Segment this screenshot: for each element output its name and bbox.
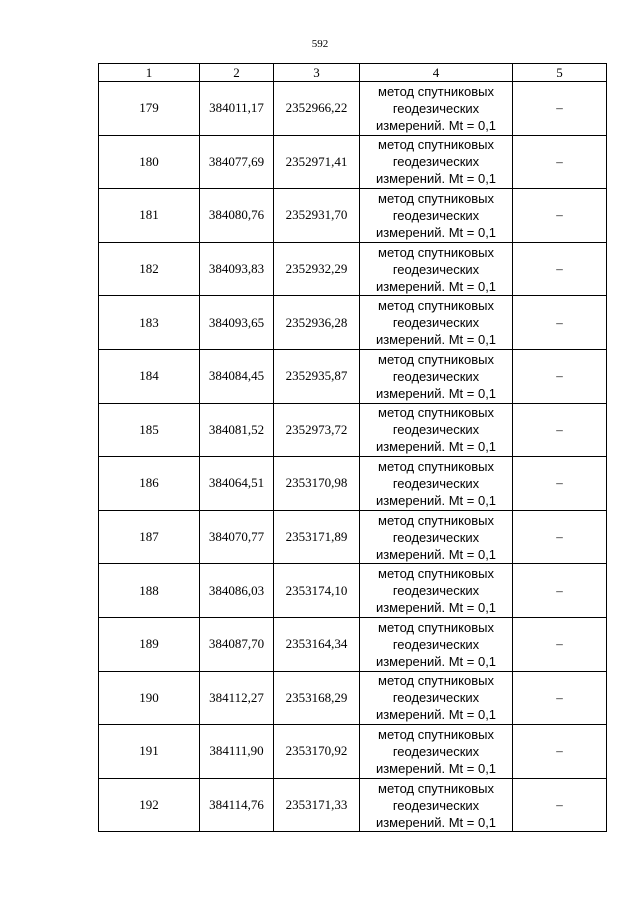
method-cell — [360, 296, 513, 350]
method-cell — [360, 189, 513, 243]
method-cell — [360, 403, 513, 457]
x-coordinate-cell: 384011,17 — [200, 82, 274, 136]
point-number-cell: 189 — [99, 617, 200, 671]
x-coordinate-cell: 384081,52 — [200, 403, 274, 457]
note-cell: – — [513, 617, 607, 671]
table-row — [99, 671, 607, 725]
method-line: измерений. Mt = 0,1 — [375, 117, 497, 133]
note-cell: – — [513, 671, 607, 725]
method-cell — [360, 82, 513, 136]
y-coordinate-cell: 2353171,89 — [274, 510, 360, 564]
method-line: метод спутниковых — [378, 244, 494, 260]
method-line: измерений. Mt = 0,1 — [375, 653, 497, 669]
note-cell: – — [513, 778, 607, 832]
method-cell — [360, 457, 513, 511]
note-cell: – — [513, 189, 607, 243]
point-number-cell: 187 — [99, 510, 200, 564]
page-number: 592 — [311, 38, 329, 50]
note-cell: – — [513, 296, 607, 350]
x-coordinate-cell: 384084,45 — [200, 349, 274, 403]
method-line: измерений. Mt = 0,1 — [375, 707, 497, 723]
note-cell: – — [513, 457, 607, 511]
point-number-cell: 188 — [99, 564, 200, 618]
table-row — [99, 403, 607, 457]
table-row — [99, 82, 607, 136]
y-coordinate-cell: 2353170,98 — [274, 457, 360, 511]
point-number-cell: 180 — [99, 135, 200, 189]
y-coordinate-cell: 2352931,70 — [274, 189, 360, 243]
note-cell: – — [513, 725, 607, 779]
method-line: измерений. Mt = 0,1 — [375, 332, 497, 348]
point-number-cell: 185 — [99, 403, 200, 457]
note-cell: – — [513, 349, 607, 403]
point-number-cell: 181 — [99, 189, 200, 243]
method-line: метод спутниковых — [378, 726, 494, 742]
point-number-cell: 192 — [99, 778, 200, 832]
method-cell — [360, 242, 513, 296]
method-line: измерений. Mt = 0,1 — [375, 224, 497, 240]
y-coordinate-cell: 2352935,87 — [274, 349, 360, 403]
y-coordinate-cell: 2353174,10 — [274, 564, 360, 618]
method-line: геодезических — [392, 797, 480, 813]
method-line: метод спутниковых — [378, 137, 494, 153]
y-coordinate-cell: 2352932,29 — [274, 242, 360, 296]
x-coordinate-cell: 384112,27 — [200, 671, 274, 725]
table-row — [99, 349, 607, 403]
method-line: измерений. Mt = 0,1 — [375, 760, 497, 776]
table-row — [99, 617, 607, 671]
method-cell — [360, 617, 513, 671]
note-cell: – — [513, 135, 607, 189]
method-line: измерений. Mt = 0,1 — [375, 546, 497, 562]
y-coordinate-cell: 2352971,41 — [274, 135, 360, 189]
x-coordinate-cell: 384114,76 — [200, 778, 274, 832]
x-coordinate-cell: 384111,90 — [200, 725, 274, 779]
column-header: 4 — [360, 64, 513, 82]
method-line: геодезических — [392, 529, 480, 545]
method-line: метод спутниковых — [378, 83, 494, 99]
method-cell — [360, 510, 513, 564]
x-coordinate-cell: 384080,76 — [200, 189, 274, 243]
method-line: метод спутниковых — [378, 190, 494, 206]
x-coordinate-cell: 384077,69 — [200, 135, 274, 189]
method-line: измерений. Mt = 0,1 — [375, 278, 497, 294]
y-coordinate-cell: 2353171,33 — [274, 778, 360, 832]
column-header: 3 — [274, 64, 360, 82]
method-line: геодезических — [392, 636, 480, 652]
method-cell — [360, 349, 513, 403]
method-line: метод спутниковых — [378, 566, 494, 582]
point-number-cell: 183 — [99, 296, 200, 350]
coordinates-table — [98, 63, 607, 832]
method-line: геодезических — [392, 261, 480, 277]
y-coordinate-cell: 2352966,22 — [274, 82, 360, 136]
method-line: геодезических — [392, 315, 480, 331]
table-row — [99, 725, 607, 779]
column-header: 5 — [513, 64, 607, 82]
method-cell — [360, 671, 513, 725]
point-number-cell: 190 — [99, 671, 200, 725]
method-line: метод спутниковых — [378, 780, 494, 796]
table-row — [99, 457, 607, 511]
method-line: геодезических — [392, 100, 480, 116]
method-cell — [360, 778, 513, 832]
method-line: геодезических — [392, 475, 480, 491]
table-row — [99, 778, 607, 832]
method-line: геодезических — [392, 743, 480, 759]
note-cell: – — [513, 82, 607, 136]
x-coordinate-cell: 384093,65 — [200, 296, 274, 350]
method-cell — [360, 564, 513, 618]
point-number-cell: 182 — [99, 242, 200, 296]
point-number-cell: 184 — [99, 349, 200, 403]
table-row — [99, 242, 607, 296]
method-line: измерений. Mt = 0,1 — [375, 385, 497, 401]
method-line: измерений. Mt = 0,1 — [375, 600, 497, 616]
method-cell — [360, 135, 513, 189]
x-coordinate-cell: 384070,77 — [200, 510, 274, 564]
method-line: измерений. Mt = 0,1 — [375, 492, 497, 508]
x-coordinate-cell: 384064,51 — [200, 457, 274, 511]
note-cell: – — [513, 564, 607, 618]
method-line: геодезических — [392, 207, 480, 223]
x-coordinate-cell: 384087,70 — [200, 617, 274, 671]
table-row — [99, 189, 607, 243]
table-row — [99, 135, 607, 189]
table-row — [99, 564, 607, 618]
method-line: геодезических — [392, 368, 480, 384]
method-line: геодезических — [392, 583, 480, 599]
method-line: метод спутниковых — [378, 619, 494, 635]
y-coordinate-cell: 2352973,72 — [274, 403, 360, 457]
method-line: измерений. Mt = 0,1 — [375, 171, 497, 187]
method-line: геодезических — [392, 154, 480, 170]
method-line: метод спутниковых — [378, 405, 494, 421]
method-line: метод спутниковых — [378, 512, 494, 528]
method-line: геодезических — [392, 690, 480, 706]
header-row — [99, 64, 607, 82]
method-line: метод спутниковых — [378, 351, 494, 367]
table-row — [99, 296, 607, 350]
column-header: 2 — [200, 64, 274, 82]
y-coordinate-cell: 2353170,92 — [274, 725, 360, 779]
method-line: измерений. Mt = 0,1 — [375, 439, 497, 455]
method-line: измерений. Mt = 0,1 — [375, 814, 497, 830]
column-header: 1 — [99, 64, 200, 82]
point-number-cell: 179 — [99, 82, 200, 136]
method-line: метод спутниковых — [378, 458, 494, 474]
table-row — [99, 510, 607, 564]
method-line: геодезических — [392, 422, 480, 438]
x-coordinate-cell: 384093,83 — [200, 242, 274, 296]
method-cell — [360, 725, 513, 779]
y-coordinate-cell: 2352936,28 — [274, 296, 360, 350]
note-cell: – — [513, 403, 607, 457]
note-cell: – — [513, 510, 607, 564]
x-coordinate-cell: 384086,03 — [200, 564, 274, 618]
point-number-cell: 186 — [99, 457, 200, 511]
point-number-cell: 191 — [99, 725, 200, 779]
note-cell: – — [513, 242, 607, 296]
method-line: метод спутниковых — [378, 673, 494, 689]
method-line: метод спутниковых — [378, 298, 494, 314]
y-coordinate-cell: 2353164,34 — [274, 617, 360, 671]
y-coordinate-cell: 2353168,29 — [274, 671, 360, 725]
